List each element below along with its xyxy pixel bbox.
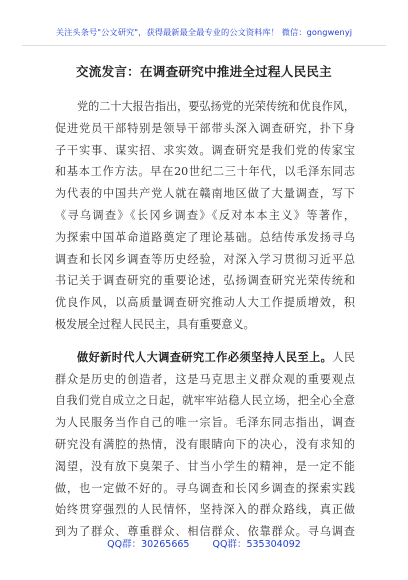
paragraph-line: 书记关于调查研究的重要论述，弘扬调查研究光荣传统和 [55, 274, 355, 288]
paragraph-line: 为代表的中国共产党人就在赣南地区做了大量调查，写下 [55, 187, 355, 201]
footer-qq-group-1[interactable]: QQ群：30265665 [107, 539, 190, 550]
section-heading: 做好新时代人大调查研究工作必须坚持人民至上。 [77, 350, 333, 364]
footer-qq-group-2[interactable]: QQ群：535304092 [212, 539, 301, 550]
paragraph-line: 为人民服务当作自己的唯一宗旨。毛泽东同志指出，调查 [55, 416, 355, 430]
header-promo-link[interactable]: 关注头条号"公文研究"，获得最新最全最专业的公文资料库！ 微信：gongwenyj [55, 27, 353, 37]
document-title: 交流发言：在调查研究中推进全过程人民民主 [75, 64, 332, 79]
paragraph-line: 群众是历史的创造者，这是马克思主义群众观的重要观点 [55, 372, 355, 386]
paragraph-line [55, 347, 355, 369]
paragraph-line: 做，也一定做不好的。寻乌调查和长冈乡调查的探索实践 [55, 481, 355, 495]
paragraph-line: 促进党员干部特别是领导干部带头深入调查研究，扑下身 [55, 121, 355, 135]
paragraph-line: 调查和长冈乡调查等历史经验，对深入学习贯彻习近平总 [55, 252, 355, 266]
footer-contact [0, 536, 408, 550]
paragraph-line: 为探索中国革命道路奠定了理论基础。总结传承发扬寻乌 [55, 230, 355, 244]
paragraph-line: 始终贯穿强烈的人民情怀，坚持深入的群众路线，真正做 [55, 503, 355, 517]
paragraph-line: 《寻乌调查》《长冈乡调查》《反对本本主义》等著作， [55, 208, 355, 222]
paragraph-line: 研究没有满腔的热情，没有眼睛向下的决心，没有求知的 [55, 437, 355, 451]
paragraph-line: 和基本工作方法。早在20世纪二三十年代，以毛泽东同志 [55, 165, 355, 179]
paragraph-line: 子干实事、谋实招、求实效。调查研究是我们党的传家宝 [55, 143, 355, 157]
paragraph-text: 人民 [332, 350, 355, 364]
paragraph-line: 自我们党自成立之日起，就牢牢站稳人民立场，把全心全意 [55, 394, 355, 408]
paragraph-line: 极发展全过程人民民主，具有重要意义。 [55, 317, 255, 331]
paragraph-line: 党的二十大报告指出，要弘扬党的光荣传统和优良作风， [77, 100, 355, 113]
paragraph-line: 到为了群众、尊重群众、相信群众、依靠群众。寻乌调查 [55, 525, 355, 539]
document-body [55, 96, 355, 543]
header-divider [22, 45, 386, 46]
paragraph-line: 优良作风，以高质量调查研究推动人大工作提质增效，积 [55, 296, 355, 310]
paragraph-line: 渴望，没有放下臭架子、甘当小学生的精神，是一定不能 [55, 459, 355, 473]
